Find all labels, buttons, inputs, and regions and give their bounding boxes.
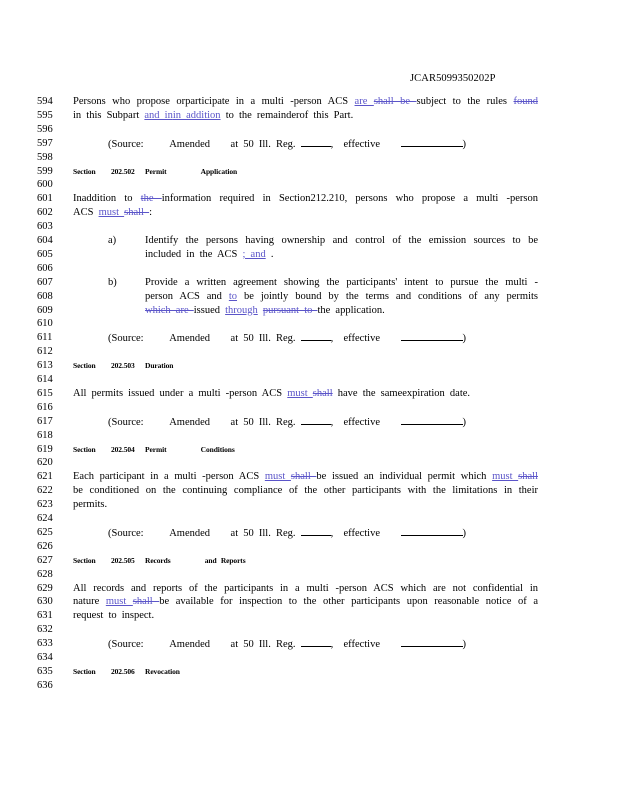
line-number: 610 [37,318,53,330]
paragraph-text: be conditioned on the continuing compliance of the other participants with the limitations in their [73,485,538,497]
paragraph-text: in this Subpart and inin addition to the remainderof this Part. [73,109,354,121]
source-note: (Source: Amended at 50 Ill. Reg. , effective ) [108,639,467,651]
register-blank[interactable] [301,637,331,647]
document-line [0,151,618,164]
document-line [0,331,618,344]
line-number: 628 [37,568,53,580]
document-line [0,373,618,386]
document-line [0,192,618,205]
document-line [0,415,618,428]
effective-date-blank[interactable] [401,526,463,536]
line-number: 604 [37,235,53,246]
document-line [0,276,618,289]
paragraph-text: permits. [73,499,108,511]
document-line [0,568,618,581]
document-line [0,554,618,567]
list-item-label: a) [108,235,117,246]
document-line [0,609,618,622]
document-line [0,443,618,456]
line-number: 616 [37,401,53,413]
document-line [0,679,618,692]
line-number: 613 [37,360,53,372]
effective-date-blank[interactable] [401,415,463,425]
document-line [0,540,618,553]
line-number: 620 [37,457,53,469]
section-heading: Section 202.506 Revocation [73,666,180,676]
line-number: 612 [37,346,53,358]
document-id: JCAR5099350202P [410,73,496,84]
document-line [0,123,618,136]
document-line [0,165,618,178]
register-blank[interactable] [301,137,331,147]
line-number: 623 [37,499,53,511]
document-line [0,317,618,330]
line-number: 634 [37,652,53,663]
line-number: 633 [37,638,53,650]
line-number: 599 [37,165,53,177]
document-line [0,623,618,636]
document-line [0,526,618,539]
line-number: 605 [37,248,53,260]
document-line [0,484,618,497]
line-number: 601 [37,193,53,205]
document-line [0,470,618,483]
line-number: 598 [37,151,53,163]
line-number: 618 [37,429,53,441]
register-blank[interactable] [301,526,331,536]
document-line [0,401,618,414]
list-item-text: which are issued through pursuant to the application. [145,304,385,316]
line-number: 621 [37,471,53,483]
document-line [0,220,618,233]
document-line [0,651,618,664]
document-line [0,345,618,358]
line-number: 631 [37,610,53,622]
source-note: (Source: Amended at 50 Ill. Reg. , effective ) [108,527,467,539]
line-number: 619 [37,443,53,455]
document-line [0,359,618,372]
document-line [0,95,618,108]
document-line [0,290,618,303]
line-number: 629 [37,582,53,594]
document-line [0,429,618,442]
line-number: 626 [37,540,53,552]
line-number: 622 [37,485,53,497]
document-line [0,512,618,525]
line-number: 630 [37,596,53,608]
effective-date-blank[interactable] [401,137,463,147]
line-number: 636 [37,679,53,691]
line-number: 627 [37,554,53,566]
section-heading: Section 202.503 Duration [73,361,174,371]
document-line [0,387,618,400]
document-line [0,304,618,317]
document-line [0,137,618,150]
document-line [0,595,618,608]
register-blank[interactable] [301,331,331,341]
paragraph-text: All permits issued under a multi -person ACS must shall have the sameexpiration date. [73,387,471,399]
line-number: 603 [37,221,53,233]
document-line [0,234,618,247]
line-number: 600 [37,179,53,191]
line-number: 617 [37,415,53,427]
line-number: 596 [37,123,53,135]
section-heading: Section 202.505 Records and Reports [73,555,246,565]
source-note: (Source: Amended at 50 Ill. Reg. , effective ) [108,333,467,345]
line-number: 602 [37,207,53,219]
line-number: 608 [37,290,53,302]
line-number: 614 [37,374,53,385]
line-number: 635 [37,665,53,677]
document-line [0,456,618,469]
register-blank[interactable] [301,415,331,425]
document-line [0,582,618,595]
line-number: 594 [37,96,53,107]
paragraph-text: Each participant in a multi -person ACS must shall be issued an individual permit which must shall [73,471,538,483]
document-line [0,206,618,219]
document-line [0,498,618,511]
list-item-text: Identify the persons having ownership and control of the emission sources to be [145,235,538,246]
list-item-text: person ACS and to be jointly bound by the terms and conditions of any permits [145,290,539,302]
line-number: 624 [37,513,53,524]
line-number: 595 [37,109,53,121]
list-item-label: b) [108,276,117,288]
document-line [0,262,618,275]
paragraph-text: Persons who propose orparticipate in a multi -person ACS are shall be subject to the rules found [73,96,538,107]
document-line [0,109,618,122]
paragraph-text: All records and reports of the participants in a multi -person ACS which are not confidential in [73,582,538,594]
paragraph-text: Inaddition to the information required in Section212.210, persons who propose a multi -person [73,193,538,205]
paragraph-text: request to inspect. [73,610,155,622]
line-number: 611 [37,332,53,344]
document-line [0,248,618,261]
section-heading: Section 202.502 Permit Application [73,166,238,176]
effective-date-blank[interactable] [401,331,463,341]
document-line [0,665,618,678]
line-number: 597 [37,137,53,149]
line-number: 607 [37,276,53,288]
paragraph-text: ACS must shall : [73,207,152,219]
line-number: 615 [37,387,53,399]
effective-date-blank[interactable] [401,637,463,647]
document-line [0,637,618,650]
line-number: 606 [37,262,53,274]
line-number: 632 [37,624,53,636]
section-heading: Section 202.504 Permit Conditions [73,444,235,454]
line-number: 625 [37,526,53,538]
line-number: 609 [37,304,53,316]
document-line [0,178,618,191]
list-item-text: included in the ACS ; and . [145,248,274,260]
list-item-text: Provide a written agreement showing the participants' intent to pursue the multi - [145,276,538,288]
source-note: (Source: Amended at 50 Ill. Reg. , effective ) [108,416,467,428]
source-note: (Source: Amended at 50 Ill. Reg. , effective ) [108,138,467,150]
paragraph-text: nature must shall be available for inspection to the other participants upon reasonable notice of a [73,596,538,608]
